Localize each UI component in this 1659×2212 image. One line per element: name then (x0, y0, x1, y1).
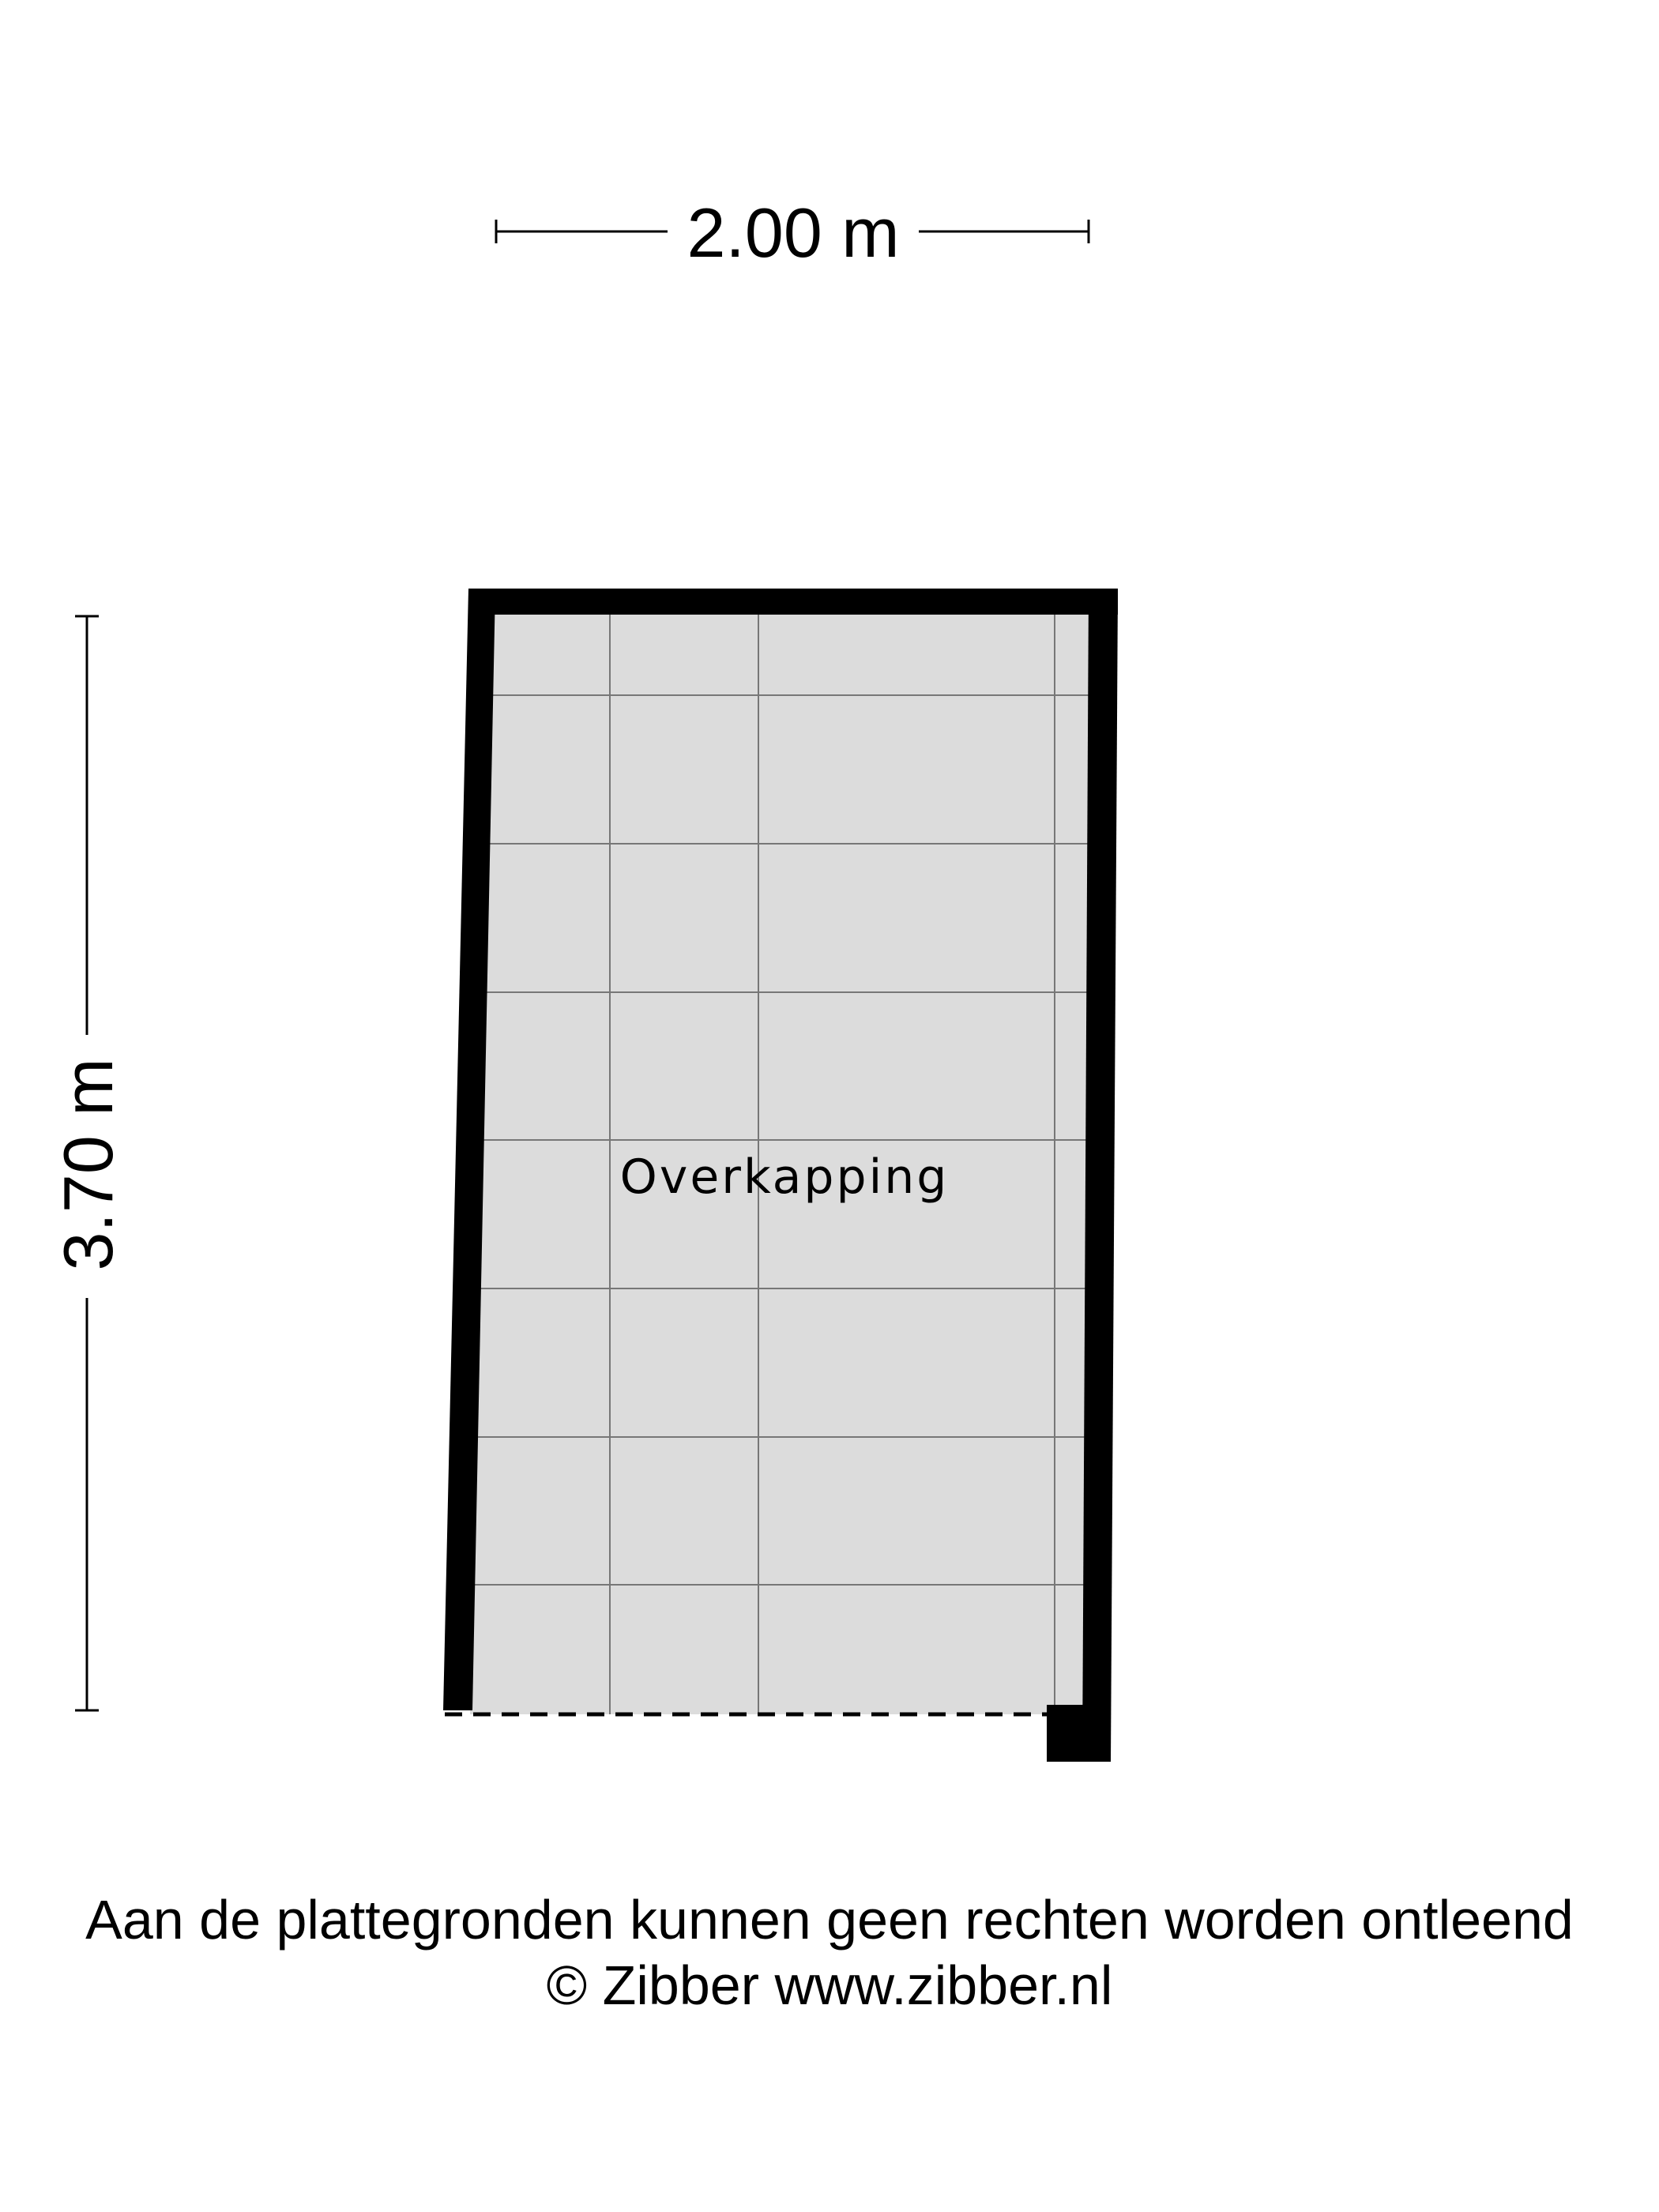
width-dimension (496, 194, 1089, 272)
height-dimension-label: 3.70 m (49, 1058, 127, 1271)
room-label: Overkapping (619, 1149, 950, 1205)
wall-top (468, 589, 1118, 615)
copyright-text: © Zibber www.zibber.nl (546, 1954, 1113, 2016)
wall-corner-column (1047, 1705, 1111, 1762)
width-dimension-label: 2.00 m (687, 194, 900, 272)
disclaimer-text: Aan de plattegronden kunnen geen rechten worden ontleend (85, 1889, 1574, 1951)
height-dimension (49, 616, 127, 1710)
